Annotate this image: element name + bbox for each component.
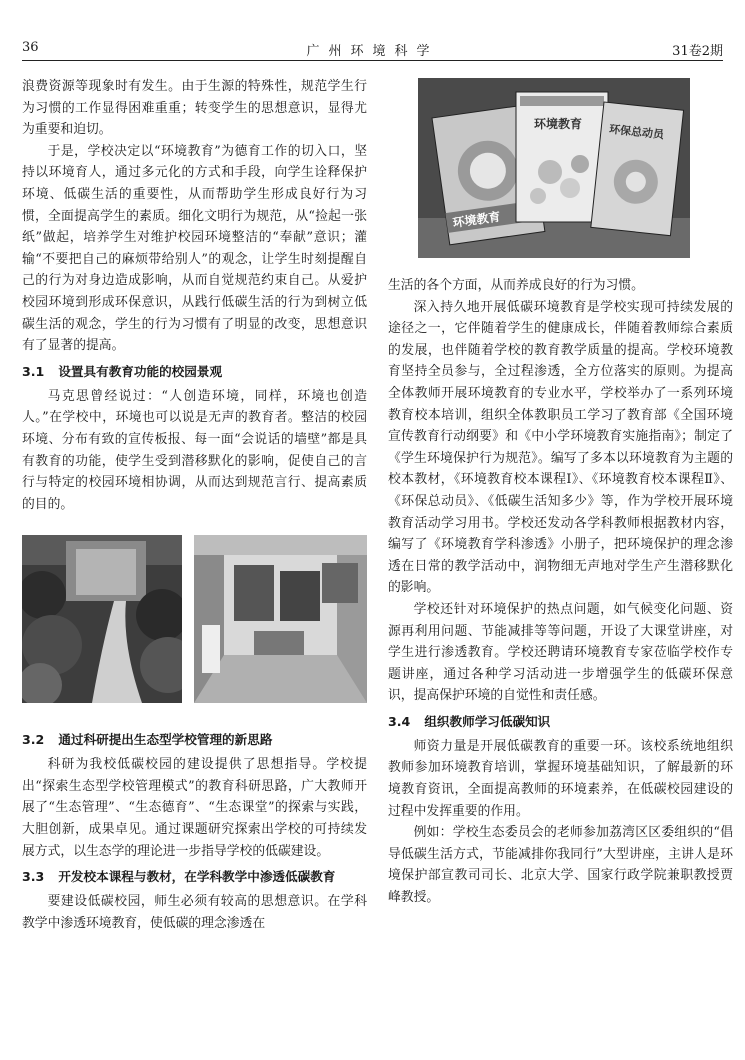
section-3-1-title: 设置具有教育功能的校园景观 — [58, 363, 223, 379]
section-3-3-heading — [22, 866, 367, 887]
section-3-4-title: 组织教师学习低碳知识 — [424, 713, 551, 729]
volume-issue: 31卷2期 — [672, 44, 723, 59]
section-3-3-number: 3.3 — [22, 869, 45, 885]
textbooks-photo — [418, 78, 690, 258]
journal-title: 广州环境科学 — [306, 44, 439, 59]
section-3-2-title: 通过科研提出生态型学校管理的新思路 — [58, 732, 273, 748]
section-3-3-title: 开发校本课程与教材，在学科教学中渗透低碳教育 — [58, 869, 336, 885]
right-paragraph-5: 例如：学校生态委员会的老师参加荔湾区区委组织的“倡导低碳生活方式，节能减排你我同行”大型讲座，主讲人是环境保护部宣教司司长、北京大学、国家行政学院兼职教授贾峰教授。 — [388, 825, 733, 906]
left-paragraph-1: 浪费资源等现象时有发生。由于生源的特殊性，规范学生行为习惯的工作显得困难重重；转变学生的思想意识，显得尤为重要和迫切。 — [22, 79, 367, 138]
right-paragraph-2: 深入持久地开展低碳环境教育是学校实现可持续发展的途径之一，它伴随着学生的健康成长，伴随着教师综合素质的发展，也伴随着学校的教育教学质量的提高。学校环境教育坚持全员参与，全过程渗透，全方位落实的原则。为提高全体教师开展环境教育的专业水平，学校举办了一系列环境教育校本培训，组织全体教职员工学习了教育部《全国环境宣传教育行动纲要》和《中小学环境教育实施指南》；制定了《学生环境保护行为规范》。编写了多本以环境教育为主题的校本教材，《环境教育校本课程Ⅰ》、《环境教育校本课程Ⅱ》、《环保总动员》、《低碳生活知多少》等，作为学校开展环境教育活动学习用书。学校还发动各学科教师根据教材内容，编写了《环境教育学科渗透》小册子，把环境保护的理念渗透在日常的教学活动中，润物细无声地对学生产生潜移默化的影响。 — [388, 299, 733, 596]
school-hallway-photo — [194, 535, 367, 703]
section-3-1-number: 3.1 — [22, 363, 45, 379]
page-number: 36 — [22, 40, 39, 55]
section-3-2-number: 3.2 — [22, 732, 45, 748]
section-3-2-heading — [22, 729, 367, 750]
garden-walkway-photo — [22, 535, 182, 703]
left-paragraph-3: 马克思曾经说过：“人创造环境，同样，环境也创造人。”在学校中，环境也可以说是无声的教育者。整洁的校园环境、分布有致的宣传板报、每一面“会说话的墙壁”都是具有教育的功能，使学生受到潜移默化的影响，促使自己的言行与特定的校园环境相协调，从而达到规范言行、提高素质的目的。 — [22, 388, 367, 512]
left-paragraph-2: 于是，学校决定以“环境教育”为德育工作的切入口，坚持以环境育人，通过多元化的方式和手段，向学生诠释保护环境、低碳生活的重要性，从而帮助学生形成良好行为习惯，全面提高学生的素质。细化文明行为规范，从“捡起一张纸”做起，培养学生对维护校园环境整洁的“奉献”意识；灌输“不要把自己的麻烦带给别人”的观念，让学生时刻提醒自己的行为对身边造成影响，从而自觉规范约束自己。从爱护校园环境到形成环保意识，从践行低碳生活的行为到树立低碳生活的观念，学生的行为习惯有了明显的改变，思想意识有了显著的提高。 — [22, 143, 367, 354]
right-column — [388, 275, 733, 909]
book1-title: 环境教育 — [451, 209, 502, 231]
book2-title: 环境教育 — [534, 117, 583, 131]
running-header — [22, 30, 723, 61]
book3-title: 环保总动员 — [608, 122, 665, 142]
left-column — [22, 76, 367, 934]
right-paragraph-3: 学校还针对环境保护的热点问题，如气候变化问题、资源再利用问题、节能减排等等问题，开设了大课堂讲座，对学生进行渗透教育。学校还聘请环境教育专家莅临学校作专题讲座，通过各种学习活动进一步增强学生的低碳环保意识，提高保护环境的自觉性和责任感。 — [388, 601, 733, 704]
section-3-1-heading — [22, 361, 367, 382]
right-paragraph-1: 生活的各个方面，从而养成良好的行为习惯。 — [388, 278, 644, 293]
campus-photos — [22, 535, 367, 707]
left-paragraph-5: 要建设低碳校园，师生必须有较高的思想意识。在学科教学中渗透环境教育，使低碳的理念渗透在 — [22, 894, 367, 931]
right-paragraph-4: 师资力量是开展低碳教育的重要一环。该校系统地组织教师参加环境教育培训，掌握环境基础知识，了解最新的环境教育资讯，全面提高教师的环境素养，在低碳校园建设的过程中发挥重要的作用。 — [388, 738, 733, 819]
left-paragraph-4: 科研为我校低碳校园的建设提供了思想指导。学校提出“探索生态型学校管理模式”的教育科研思路，广大教师开展了“生态管理”、“生态德育”、“生态课堂”的探索与实践，大胆创新，成果卓见。通过课题研究探索出学校的可持续发展方式，以生态学的理论进一步指导学校的低碳建设。 — [22, 757, 367, 859]
section-3-4-number: 3.4 — [388, 713, 411, 729]
section-3-4-heading — [388, 711, 733, 732]
